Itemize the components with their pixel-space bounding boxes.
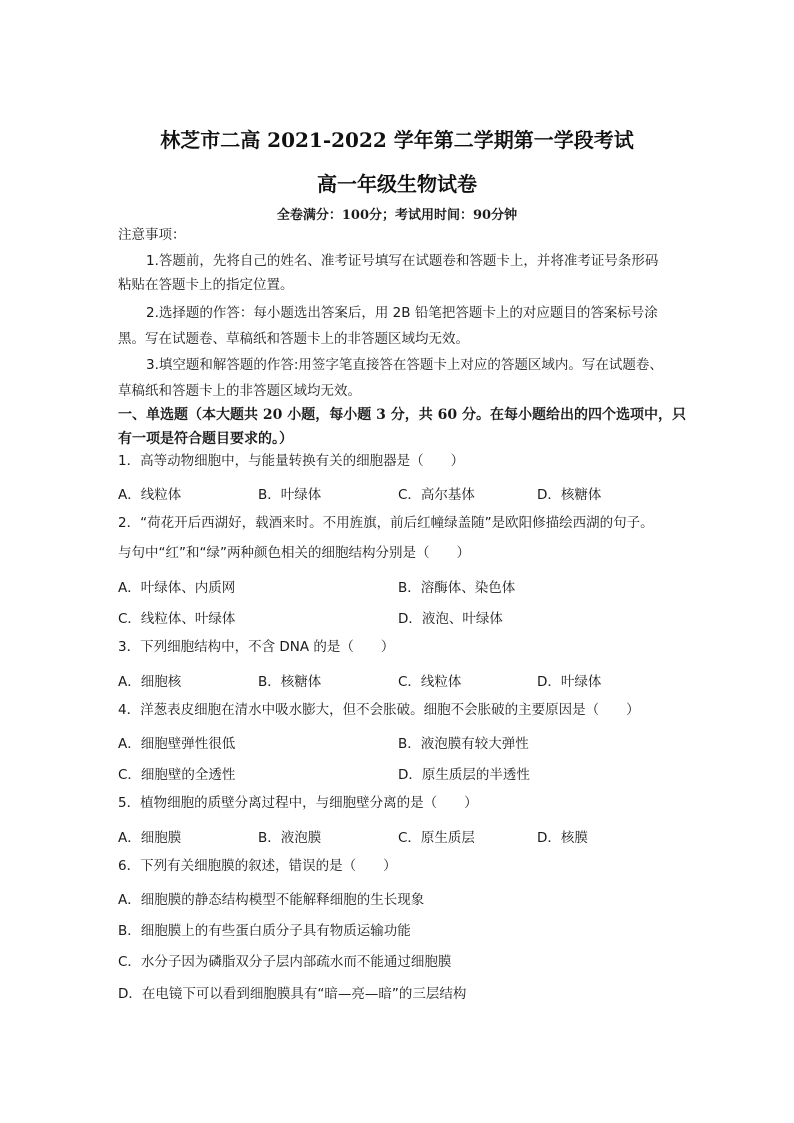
question-2-option-d: D．液泡、叶绿体 — [398, 611, 503, 627]
question-6-option-a: A．细胞膜的静态结构模型不能解释细胞的生长现象 — [118, 892, 425, 908]
question-1-option-b: B．叶绿体 — [258, 487, 322, 503]
section-1-heading-line-2: 有一项是符合题目要求的。） — [118, 431, 293, 447]
question-3-option-a: A．细胞核 — [118, 674, 182, 690]
question-2-stem-line-2: 与句中“红”和“绿”两种颜色相关的细胞结构分别是（ ） — [118, 545, 470, 561]
question-2-stem-line-1: 2．“荷花开后西湖好，载酒来时。不用旌旗，前后红幢绿盖随”是欧阳修描绘西湖的句子。 — [118, 515, 654, 531]
question-4-option-a: A．细胞壁弹性很低 — [118, 736, 236, 752]
note-2-line-1: 2.选择题的作答：每小题选出答案后，用 2B 铅笔把答题卡上的对应题目的答案标号涂 — [146, 305, 658, 321]
note-3-line-1: 3.填空题和解答题的作答:用签字笔直接答在答题卡上对应的答题区域内。写在试题卷、 — [146, 357, 663, 373]
question-5-option-c: C．原生质层 — [398, 830, 475, 846]
notes-heading: 注意事项： — [118, 227, 186, 243]
question-1-option-d: D．核糖体 — [537, 487, 602, 503]
exam-subject-title: 高一年级生物试卷 — [317, 172, 477, 196]
note-2-line-2: 黑。写在试题卷、草稿纸和答题卡上的非答题区域均无效。 — [118, 331, 469, 347]
exam-title: 林芝市二高 2021-2022 学年第二学期第一学段考试 — [160, 128, 634, 152]
question-6-stem: 6．下列有关细胞膜的叙述，错误的是（ ） — [118, 858, 397, 874]
exam-score-time: 全卷满分：100分；考试用时间：90分钟 — [276, 208, 518, 223]
question-2-option-c: C．线粒体、叶绿体 — [118, 611, 236, 627]
question-1-option-c: C．高尔基体 — [398, 487, 475, 503]
question-5-stem: 5．植物细胞的质壁分离过程中，与细胞壁分离的是（ ） — [118, 795, 478, 811]
question-1-stem: 1．高等动物细胞中，与能量转换有关的细胞器是（ ） — [118, 453, 465, 469]
question-3-option-c: C．线粒体 — [398, 674, 462, 690]
question-3-stem: 3．下列细胞结构中，不含 DNA 的是（ ） — [118, 639, 395, 655]
question-2-option-b: B．溶酶体、染色体 — [398, 580, 516, 596]
note-1-line-2: 粘贴在答题卡上的指定位置。 — [118, 277, 294, 293]
question-6-option-d: D．在电镜下可以看到细胞膜具有“暗—亮—暗”的三层结构 — [118, 986, 467, 1002]
question-4-option-d: D．原生质层的半透性 — [398, 767, 530, 783]
question-5-option-a: A．细胞膜 — [118, 830, 182, 846]
question-4-option-c: C．细胞壁的全透性 — [118, 767, 236, 783]
question-4-option-b: B．液泡膜有较大弹性 — [398, 736, 529, 752]
question-6-option-c: C．水分子因为磷脂双分子层内部疏水而不能通过细胞膜 — [118, 954, 452, 970]
question-3-option-b: B．核糖体 — [258, 674, 322, 690]
note-1-line-1: 1.答题前，先将自己的姓名、准考证号填写在试题卷和答题卡上，并将准考证号条形码 — [146, 253, 659, 269]
section-1-heading-line-1: 一、单选题（本大题共 20 小题，每小题 3 分，共 60 分。在每小题给出的四个选项中，只 — [118, 407, 686, 423]
question-6-option-b: B．细胞膜上的有些蛋白质分子具有物质运输功能 — [118, 923, 411, 939]
question-2-option-a: A．叶绿体、内质网 — [118, 580, 236, 596]
note-3-line-2: 草稿纸和答题卡上的非答题区域均无效。 — [118, 383, 361, 399]
question-1-option-a: A．线粒体 — [118, 487, 182, 503]
question-5-option-d: D．核膜 — [537, 830, 588, 846]
question-5-option-b: B．液泡膜 — [258, 830, 322, 846]
question-4-stem: 4．洋葱表皮细胞在清水中吸水膨大，但不会胀破。细胞不会胀破的主要原因是（ ） — [118, 702, 640, 718]
question-3-option-d: D．叶绿体 — [537, 674, 602, 690]
